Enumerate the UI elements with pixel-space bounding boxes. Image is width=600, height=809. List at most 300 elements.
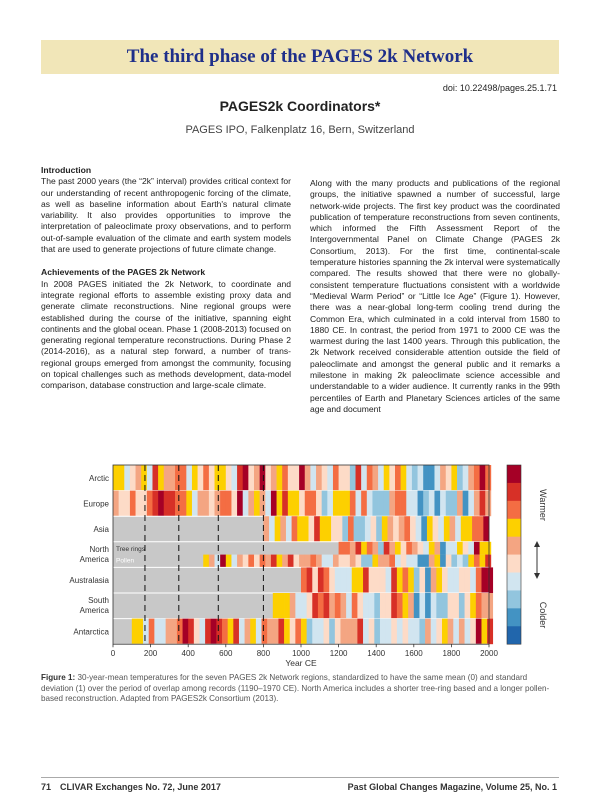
heat-cell [169,491,175,517]
heat-cell [485,491,491,517]
heat-cell [474,542,480,555]
heat-cell [389,465,395,491]
heat-cell [480,555,486,568]
heat-cell [389,491,395,517]
heat-cell [337,516,343,542]
heat-cell [352,619,358,645]
page-title: The third phase of the PAGES 2k Network [126,46,474,67]
heat-cell [397,567,403,593]
heat-cell [277,465,283,491]
heat-cell [215,491,221,517]
heat-cell [278,619,284,645]
left-column [41,165,291,392]
heat-cell [248,491,254,517]
heat-cell [380,593,386,619]
heat-cell [288,555,294,568]
colorbar-segment [507,537,521,555]
footer-right: Past Global Changes Magazine, Volume 25, No. 1 [347,782,557,792]
heat-cell [446,465,452,491]
heat-cell [410,516,416,542]
heat-cell [361,555,367,568]
row-label: Arctic [89,473,109,483]
title-banner [41,40,559,74]
heat-cell [188,619,194,645]
heat-cell [324,619,330,645]
heat-cell [369,567,375,593]
heat-cell [425,619,431,645]
heat-cell [457,491,463,517]
heat-cell [307,593,313,619]
colorbar-segment [507,483,521,501]
heat-cell [237,465,243,491]
heat-cell [299,555,305,568]
heat-cell [275,516,281,542]
heat-cell [316,555,322,568]
heat-cell [149,619,155,645]
heat-cell [344,491,350,517]
heat-cell [438,516,444,542]
heat-cell [312,619,318,645]
heat-cell [384,542,390,555]
heat-cell [339,465,345,491]
heat-cell [132,619,138,645]
row-label: Asia [93,525,109,534]
caption-label: Figure 1: [41,673,76,682]
heat-cell [363,619,369,645]
heat-cell [389,542,395,555]
heat-cell [318,593,324,619]
heat-cell [372,555,378,568]
heat-cell [378,542,384,555]
heat-cell [408,567,414,593]
arrow-down-icon [534,573,540,579]
heat-cell [113,491,119,517]
heat-cell [124,465,130,491]
heat-cell [250,619,256,645]
heat-cell [423,491,429,517]
heat-cell [215,555,221,568]
heat-cell [295,619,301,645]
heat-cell [226,491,232,517]
heat-cell [356,491,362,517]
heat-cell [470,567,476,593]
heat-cell [451,555,457,568]
heat-cell [333,491,339,517]
heat-cell [171,619,177,645]
heat-cell [356,555,362,568]
row-label: North [89,544,109,554]
heat-cell [329,567,335,593]
heat-cell [141,465,147,491]
colorbar-segment [507,608,521,626]
right-paragraph: Along with the many products and publications of the regional groups, the initiative spawned a number of successful, large network-wide projects. The first key product was the coordinated publication of temperature reconstructions from seven continents, which informed the Fifth Assessment Report of the Intergovernmental Panel on Climate Change (PAGES 2k Consortium, 2013). For the first time, continental-scale temperature histories spanning the 2k interval were systematically compared. The results showed that there were no globally-consistent temperature fluctuations consistent with a worldwide “Medieval Warm Period” or “Little Ice Age” (Figure 1). However, there was a near-global long-term cooling trend during the Common Era, which culminated in a cold interval from 1580 to 1880 CE. In contrast, the period from 1971 to 2000 CE was the warmest during the last 1400 years. Through this publication, the 2k Network received considerable attention outside the field of paleoclimate and amongst the general public and it remarks a milestone in making 2k paleoclimate science accessible and understandable to a wider audience. It currently ranks in the 99th percentiles of Earth and Planetary Sciences articles of the same age and document [310,178,560,414]
heat-cell [361,542,367,555]
heat-cell [374,593,380,619]
heat-cell [329,593,335,619]
heat-cell [403,567,409,593]
heat-cell [476,567,482,593]
heat-cell [429,542,435,555]
heat-cell [440,491,446,517]
heat-cell [361,465,367,491]
heat-cell [231,465,237,491]
heat-cell [425,567,431,593]
heat-cell [333,465,339,491]
x-tick-label: 1200 [329,649,348,659]
x-tick-label: 1400 [367,649,386,659]
heat-cell [414,567,420,593]
heat-cell [152,491,158,517]
heat-cell [453,593,459,619]
heat-cell [254,465,260,491]
heat-cell [222,619,228,645]
row-label: America [79,606,109,615]
heat-cell [429,555,435,568]
heat-cell [461,516,467,542]
heat-cell [395,555,401,568]
heat-cell [301,593,307,619]
heat-cell [384,555,390,568]
heat-cell [380,567,386,593]
heat-cell [386,593,392,619]
heat-cell [369,619,375,645]
colorbar-segment [507,590,521,608]
heat-cell [318,567,324,593]
heat-cell [340,619,346,645]
heat-cell [395,465,401,491]
heat-cell [350,555,356,568]
heat-cell [459,593,465,619]
heat-cell [181,491,187,517]
heat-cell [260,491,266,517]
heat-cell [260,465,266,491]
heat-cell [453,619,459,645]
heat-cell [344,542,350,555]
heat-cell [130,465,136,491]
heat-cell [419,593,425,619]
heat-cell [265,555,271,568]
heat-cell [342,516,348,542]
heat-cell [295,593,301,619]
intro-paragraph: The past 2000 years (the “2k” interval) provides critical context for our understanding of recent anthropogenic forcing of the climate, as well as baseline information about Earth's natural climate variability. It also provides opportunities to improve the interpretation of paleoclimate proxy observations, and to perform out-of-sample evaluation of the climate and earth system models that are used to generate projections of future climate change. [41,176,291,255]
row-label: America [79,554,109,564]
heat-cell [487,567,493,593]
heat-cell [194,619,200,645]
heat-cell [245,619,251,645]
heat-cell [231,555,237,568]
heat-cell [463,555,469,568]
heat-cell [293,555,299,568]
heat-cell [322,491,328,517]
heat-cell [299,491,305,517]
heat-cell [451,491,457,517]
heat-cell [312,567,318,593]
heat-cell [412,555,418,568]
heat-cell [243,491,249,517]
heat-cell [310,555,316,568]
heat-cell [423,542,429,555]
heat-cell [446,555,452,568]
heat-cell [423,555,429,568]
heat-cell [470,593,476,619]
heat-cell [372,542,378,555]
heat-cell [199,619,205,645]
heat-cell [406,491,412,517]
heat-cell [248,465,254,491]
doi[interactable]: doi: 10.22498/pages.25.1.71 [442,83,557,93]
heat-cell [152,465,158,491]
heat-cell [290,619,296,645]
heat-cell [371,516,377,542]
heat-cell [440,542,446,555]
heat-cell [164,491,170,517]
heat-cell [350,465,356,491]
x-tick-label: 0 [110,649,116,659]
heat-cell [387,516,393,542]
heat-cell [335,619,341,645]
heat-cell [389,555,395,568]
colorbar-segment [507,519,521,537]
heatmap-chart [41,462,559,670]
colorbar-top-label: Warmer [538,489,548,521]
heat-cell [209,465,215,491]
heat-cell [382,516,388,542]
heat-cell [436,619,442,645]
heat-cell [346,593,352,619]
row-label: Europe [83,499,109,509]
heat-cell [425,593,431,619]
heat-cell [406,542,412,555]
heat-cell [352,593,358,619]
heat-cell [228,619,234,645]
heat-cell [203,465,209,491]
heat-cell [451,542,457,555]
colorbar-segment [507,626,521,644]
heat-cell [474,555,480,568]
heat-cell [346,567,352,593]
heat-cell [408,593,414,619]
x-tick-label: 200 [143,649,158,659]
x-tick-label: 1000 [292,649,310,659]
heat-cell [468,491,474,517]
heat-cell [419,619,425,645]
heat-cell [395,542,401,555]
row-label: South [88,596,109,605]
heat-cell [412,491,418,517]
heat-cell [271,555,277,568]
heat-cell [329,619,335,645]
heat-cell [237,555,243,568]
heat-cell [303,516,309,542]
heat-cell [335,567,341,593]
heat-cell [324,567,330,593]
heat-cell [466,516,472,542]
heat-cell [307,619,313,645]
heat-cell [446,491,452,517]
page-number: 71 [41,782,52,792]
heat-cell [378,491,384,517]
footer-left: CLIVAR Exchanges No. 72, June 2017 [60,782,221,792]
heat-cell [273,593,279,619]
heat-cell [310,491,316,517]
heat-cell [457,465,463,491]
heat-cell [316,465,322,491]
heat-cell [327,465,333,491]
heat-cell [357,593,363,619]
arrow-up-icon [534,541,540,547]
heat-cell [457,555,463,568]
heat-cell [292,516,298,542]
heat-cell [175,465,181,491]
heat-cell [401,491,407,517]
colorbar-bottom-label: Colder [538,601,548,629]
heat-cell [376,516,382,542]
heat-cell [203,555,209,568]
heat-cell [481,619,487,645]
heat-cell [372,491,378,517]
heat-cell [192,465,198,491]
heat-cell [277,491,283,517]
heat-cell [141,491,147,517]
heat-cell [169,465,175,491]
heat-cell [348,516,354,542]
heat-cell [431,619,437,645]
heat-cell [352,567,358,593]
caption-text: 30-year-mean temperatures for the seven PAGES 2k Network regions, standardized to have the same mean (0) and standard deviation (1) over the period of overlap among records (1190–1970 CE). North America includes a shorter tree-ring based and a longer pollen-based reconstruction. Adapted from PAGES2k Consortium (2013). [41,673,550,704]
heat-cell [113,465,119,491]
heat-cell [154,619,160,645]
colorbar-segment [507,465,521,483]
heat-cell [309,516,315,542]
heat-cell [455,516,461,542]
x-tick-label: 800 [256,649,271,659]
heat-cell [442,619,448,645]
heat-cell [374,619,380,645]
heat-cell [397,619,403,645]
heat-cell [237,491,243,517]
heat-cell [335,593,341,619]
heat-cell [468,465,474,491]
heat-cell [367,491,373,517]
heat-cell [220,555,226,568]
figure-1 [41,462,559,670]
heat-cell [318,619,324,645]
x-tick-label: 400 [181,649,195,659]
heat-cell [357,567,363,593]
heat-cell [404,516,410,542]
row-label: Antarctica [73,627,109,637]
heat-cell [448,567,454,593]
heat-cell [391,593,397,619]
heat-cell [444,516,450,542]
x-tick-label: 1800 [442,649,461,659]
heat-cell [280,516,286,542]
heat-cell [434,555,440,568]
heat-cell [372,465,378,491]
heat-cell [393,516,399,542]
heat-cell [305,555,311,568]
heat-cell [260,555,266,568]
heat-cell [356,465,362,491]
heat-cell [211,619,217,645]
heat-cell [340,567,346,593]
heat-cell [440,555,446,568]
heat-cell [226,465,232,491]
heat-cell [450,516,456,542]
heat-cell [209,491,215,517]
heat-cell [399,516,405,542]
heat-cell [418,542,424,555]
heat-cell [459,619,465,645]
heat-cell [314,516,320,542]
heat-cell [269,516,275,542]
heat-cell [254,491,260,517]
heat-cell [307,567,313,593]
heat-cell [463,465,469,491]
heat-cell [361,491,367,517]
heat-cell [386,619,392,645]
heat-cell [331,516,337,542]
heat-cell [448,619,454,645]
heat-cell [401,542,407,555]
heat-cell [350,542,356,555]
heat-cell [391,619,397,645]
heat-cell [481,593,487,619]
heat-cell [288,465,294,491]
heat-cell [367,555,373,568]
heat-cell [282,491,288,517]
heat-cell [442,593,448,619]
heat-cell [421,516,427,542]
heat-cell [431,567,437,593]
heat-cell [429,491,435,517]
affiliation: PAGES IPO, Falkenplatz 16, Bern, Switzerland [185,124,415,136]
heat-cell [310,465,316,491]
heat-cell [434,465,440,491]
heat-cell [478,516,484,542]
heat-cell [463,491,469,517]
heat-cell [412,465,418,491]
heat-cell [483,516,489,542]
heat-cell [147,465,153,491]
heat-cell [305,491,311,517]
heat-cell [186,465,192,491]
heat-cell [419,567,425,593]
heat-cell [278,593,284,619]
heat-cell [468,555,474,568]
heat-cell [220,491,226,517]
heat-cell [453,567,459,593]
heat-cell [436,593,442,619]
heat-cell [339,555,345,568]
heat-cell [166,619,172,645]
heat-cell [429,465,435,491]
heat-cell [233,619,239,645]
colorbar-segment [507,573,521,591]
heat-cell [408,619,414,645]
heat-cell [468,542,474,555]
colorbar-segment [507,501,521,519]
heat-cell [391,567,397,593]
heat-cell [312,593,318,619]
heat-cell [158,491,164,517]
heat-cell [325,516,331,542]
heat-cell [130,491,136,517]
heat-cell [316,491,322,517]
heat-cell [423,465,429,491]
heat-cell [427,516,433,542]
heat-cell [305,465,311,491]
